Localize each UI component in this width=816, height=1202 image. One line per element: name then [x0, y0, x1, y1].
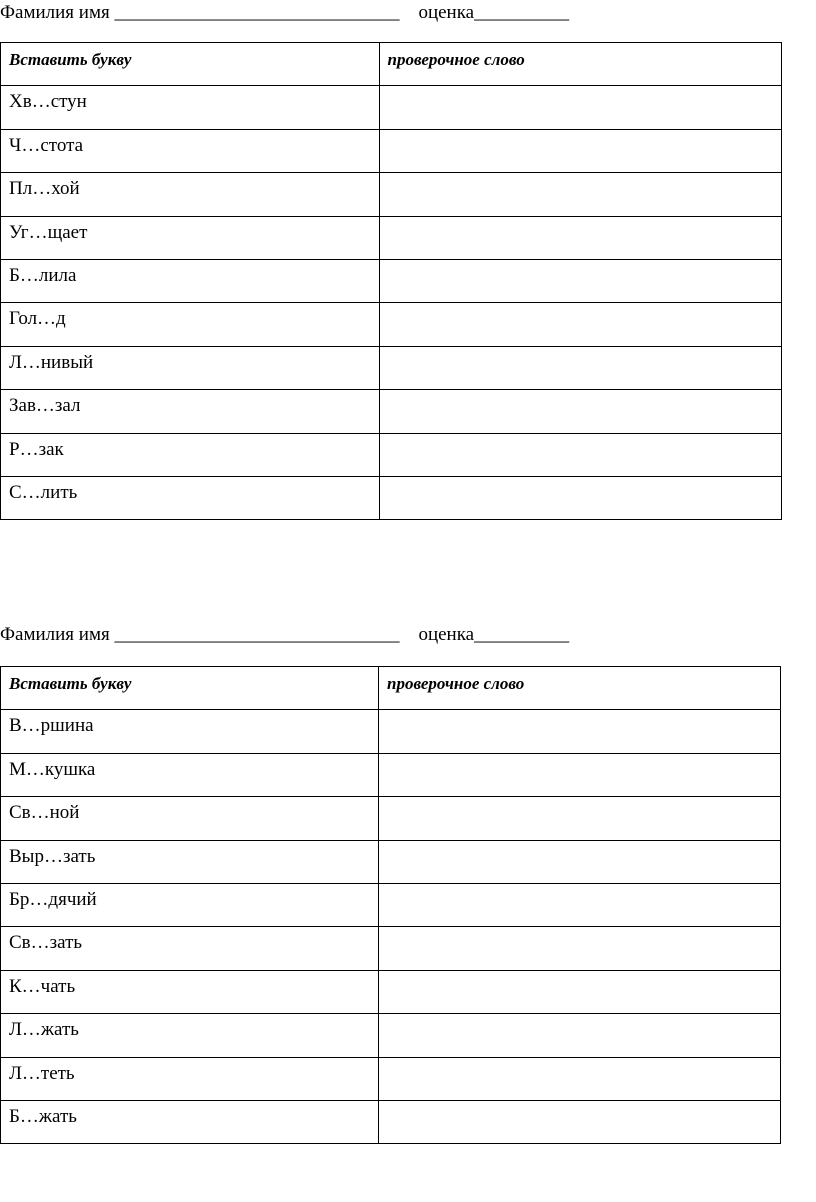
answer-cell[interactable] — [379, 303, 782, 346]
table-row — [1, 303, 782, 346]
word-cell: Уг…щает — [1, 216, 380, 259]
word-cell: Бр…дячий — [1, 883, 379, 926]
answer-cell[interactable] — [379, 797, 781, 840]
answer-cell[interactable] — [379, 259, 782, 302]
word-cell: К…чать — [1, 970, 379, 1013]
table-row — [1, 927, 781, 970]
word-cell: Гол…д — [1, 303, 380, 346]
answer-cell[interactable] — [379, 883, 781, 926]
table-row — [1, 433, 782, 476]
column-header-insert-letter: Вставить букву — [1, 667, 379, 710]
column-header-insert-letter: Вставить букву — [1, 43, 380, 86]
word-cell: Р…зак — [1, 433, 380, 476]
answer-cell[interactable] — [379, 1014, 781, 1057]
word-cell: М…кушка — [1, 753, 379, 796]
word-cell: Хв…стун — [1, 86, 380, 129]
table-row — [1, 476, 782, 519]
column-header-check-word: проверочное слово — [379, 667, 781, 710]
answer-cell[interactable] — [379, 710, 781, 753]
answer-cell[interactable] — [379, 840, 781, 883]
answer-cell[interactable] — [379, 129, 782, 172]
word-cell: Зав…зал — [1, 390, 380, 433]
answer-cell[interactable] — [379, 346, 782, 389]
task-table — [0, 42, 782, 520]
answer-cell[interactable] — [379, 433, 782, 476]
table-row — [1, 346, 782, 389]
word-cell: Выр…зать — [1, 840, 379, 883]
answer-cell[interactable] — [379, 753, 781, 796]
table-row — [1, 797, 781, 840]
table-row — [1, 753, 781, 796]
table-header-row — [1, 43, 782, 86]
student-name-grade-line: Фамилия имя ______________________________ оценка__________ — [0, 2, 570, 23]
word-cell: С…лить — [1, 476, 380, 519]
table-row — [1, 86, 782, 129]
table-row — [1, 1014, 781, 1057]
table-header-row — [1, 667, 781, 710]
answer-cell[interactable] — [379, 927, 781, 970]
word-cell: Л…жать — [1, 1014, 379, 1057]
word-cell: Л…нивый — [1, 346, 380, 389]
word-cell: Б…лила — [1, 259, 380, 302]
word-cell: Л…теть — [1, 1057, 379, 1100]
answer-cell[interactable] — [379, 476, 782, 519]
table-row — [1, 970, 781, 1013]
table-row — [1, 710, 781, 753]
answer-cell[interactable] — [379, 970, 781, 1013]
answer-cell[interactable] — [379, 1100, 781, 1143]
word-cell: Пл…хой — [1, 173, 380, 216]
word-cell: Б…жать — [1, 1100, 379, 1143]
answer-cell[interactable] — [379, 216, 782, 259]
table-row — [1, 390, 782, 433]
table-row — [1, 1100, 781, 1143]
answer-cell[interactable] — [379, 1057, 781, 1100]
table-row — [1, 840, 781, 883]
table-row — [1, 259, 782, 302]
table-row — [1, 883, 781, 926]
word-cell: В…ршина — [1, 710, 379, 753]
answer-cell[interactable] — [379, 173, 782, 216]
task-table — [0, 666, 781, 1144]
column-header-check-word: проверочное слово — [379, 43, 782, 86]
table-row — [1, 1057, 781, 1100]
answer-cell[interactable] — [379, 86, 782, 129]
table-row — [1, 216, 782, 259]
word-cell: Св…зать — [1, 927, 379, 970]
word-cell: Ч…стота — [1, 129, 380, 172]
answer-cell[interactable] — [379, 390, 782, 433]
student-name-grade-line: Фамилия имя ______________________________ оценка__________ — [0, 624, 570, 645]
word-cell: Св…ной — [1, 797, 379, 840]
table-row — [1, 129, 782, 172]
table-row — [1, 173, 782, 216]
